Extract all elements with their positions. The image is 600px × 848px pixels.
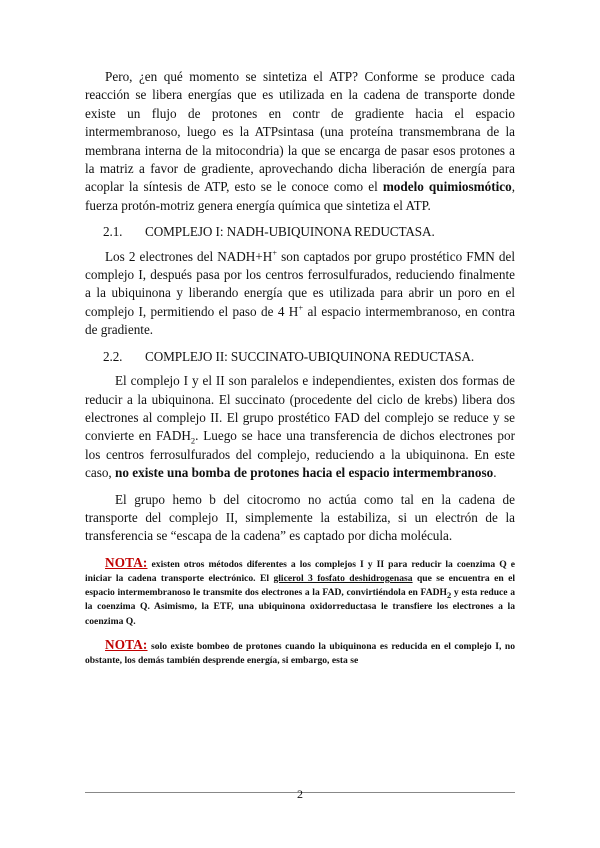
note-1: NOTA: existen otros métodos diferentes a los complejos I y II para reducir la coenzima Q e iniciar la cadena transporte electrónico. El glicerol 3 fosfato deshidrogenasa que se encuentra en el espacio intermembranoso le transmite dos electrones a la FAD, convirtiéndola en $FADH_2$ y esta reduce a la coenzima Q. Asimismo, la ETF, una ubiquinona oxidorreductasa le transfiere los electrones a la coenzima Q. xyxy=(85,554,516,627)
document-page xyxy=(85,68,515,668)
bold-statement: no existe una bomba de protones hacia el espacio intermembranoso xyxy=(115,465,494,481)
underlined-term: glicerol 3 fosfato deshidrogenasa xyxy=(273,572,413,584)
paragraph-atp-synthesis: Pero, ¿en qué momento se sintetiza el ATP? Conforme se produce cada reacción se libera energías que es utilizada en la cadena de transporte donde existe un flujo de protones en contr de gradiente hacia el espacio intermembranoso, luego es la ATPsintasa (una proteína transmembrana de la membrana interna de la mitocondria) la que se encarga de pasar esos protones a la matriz a favor de gradiente, aprovechando dicha liberación de energía para acoplar la síntesis de ATP, esto se le conoce como el modelo quimiosmótico, fuerza protón-motriz genera energía química que sintetiza el ATP. xyxy=(85,69,515,213)
paragraph-complejo-ii: El complejo I y el II son paralelos e independientes, existen dos formas de reducir a la ubiquinona. El succinato (procedente del ciclo de krebs) libera dos electrones al complejo II. El grupo prostético FAD del complejo se reduce y se convierte en $FADH_2$. Luego se hace una transferencia de dichos electrones por los centros ferrosulfurados del complejo, reduciendo a la ubiquinona. En este caso, no existe una bomba de protones hacia el espacio intermembranoso. xyxy=(85,373,515,481)
bold-term: modelo quimiosmótico xyxy=(382,179,512,195)
note-label: NOTA: xyxy=(105,636,148,652)
note-2: NOTA: solo existe bombeo de protones cuando la ubiquinona es reducida en el complejo I, no obstante, los demás también desprende energía, si embargo, esta se xyxy=(85,636,515,666)
section-heading-2-2: 2.2. COMPLEJO II: SUCCINATO-UBIQUINONA REDUCTASA. xyxy=(103,348,475,364)
note-label: NOTA: xyxy=(105,554,148,570)
section-heading-2-1: 2.1. COMPLEJO I: NADH-UBIQUINONA REDUCTASA. xyxy=(103,224,435,240)
page-number: 2 xyxy=(297,787,303,801)
paragraph-grupo-hemo: El grupo hemo b del citocromo no actúa como tal en la cadena de transporte del complejo II, simplemente la estabiliza, si un electrón de la transferencia se “escapa de la cadena” es captado por dicha molécula. xyxy=(85,491,515,544)
paragraph-complejo-i: Los 2 electrones del NADH+H+ son captados por grupo prostético FMN del complejo I, después pasa por los centros ferrosulfurados, reduciendo finalmente a la ubiquinona y liberando energía que es utilizada para abrir un poro en el complejo I, permitiendo el paso de 4 H+ al espacio intermembranoso, en contra de gradiente. xyxy=(85,247,515,338)
